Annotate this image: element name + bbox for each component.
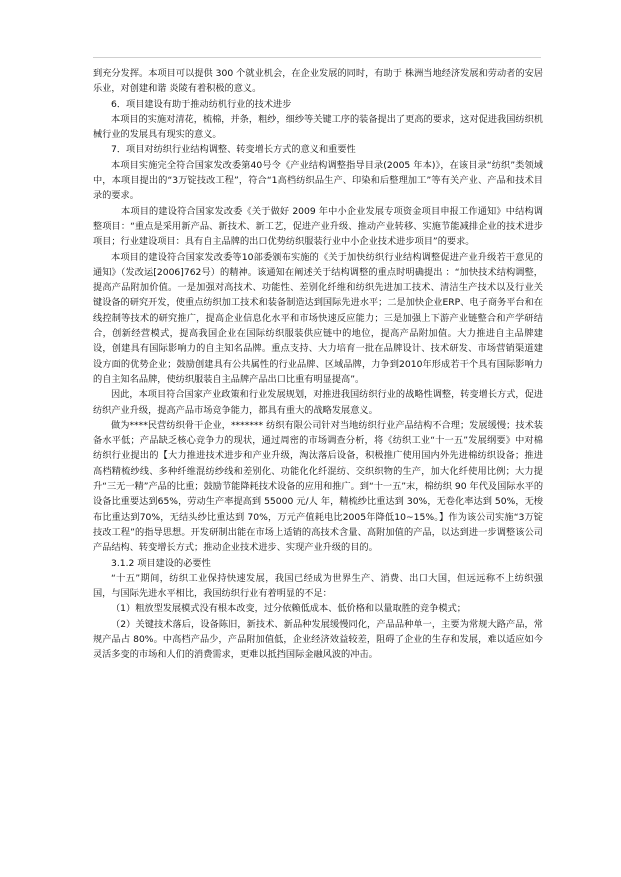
document-body (93, 66, 543, 663)
header-rule (93, 57, 541, 58)
list-item-1: （1）粗放型发展模式没有根本改变，过分依赖低成本、低价格和以量取胜的竞争模式； (111, 603, 466, 615)
paragraph-ten-ministries: 本项目的建设符合国家发改委等10部委颁布实施的《关于加快纺织行业结构调整促进产业升级若干意见的通知》（发改运[2006]762号）的精神。该通知在阐述关于结构调整的重点时明确提出 ：“加快技术结构调整，提高产品附加价值。一是加强对高技术、功能性、差别化纤维和纺织先进加工技术、清洁生产技术以及行业关键设备的研究开发，使重点纺织加工技术和装备制造达到国际先进水平；二是加快企业ERP、电子商务平台和在线控制等技术的研究推广，提高企业信息化水平和市场快速反应能力；三是加强上下游产业链整合和产学研结合，创新经营模式，提高我国企业在国际纺织服装供应链中的地位，提高产品附加值。大力推进自主品牌建设，创建具有国际影响力的自主知名品牌。重点支持、大力培育一批在品牌设计、技术研发、市场营销渠道建设方面的优势企业；鼓励创建具有公共属性的行业品牌、区域品牌，力争到2010年形成若干个具有国际影响力的自主知名品牌，使纺织服装自主品牌产品出口比重有明显提高”。 (93, 251, 543, 385)
paragraph-tenth-five-year: “十五”期间，纺织工业保持快速发展，我国已经成为世界生产、消费、出口大国，但远远称不上纺织强国，与国际先进水平相比，我国纺织行业有着明显的不足： (93, 572, 543, 600)
heading-structure-adjustment: 7．项目对纺织行业结构调整、转变增长方式的意义和重要性 (111, 144, 356, 156)
paragraph-sme-fund: 本项目的建设符合国家发改委《关于做好 2009 年中小企业发展专项资金项目申报工作通知》中结构调整项目：“重点是采用新产品、新技术、新工艺，促进产业升级、推动产业转移、实施节能减排企业的技术进步项目；行业建设项目：具有自主品牌的出口优势纺织服装行业中小企业技术进步项目”的要求。 (93, 205, 543, 248)
paragraph-company-plan: 做为****民营纺织骨干企业，******* 纺织有限公司针对当地纺织行业产品结构不合理；发展缓慢；技术装备水平低；产品缺乏核心竞争力的现状，通过周密的市场调查分析，将《纺织工业“十一五”发展纲要》中对棉纺织行业提出的【大力推进技术进步和产业升级，淘汰落后设备，积极推广使用国内外先进棉纺织设备；推进高档精梳纱线、多种纤维混纺纱线和差别化、功能化化纤混纺、交织织物的生产，加大化纤使用比例；大力提升“三无一精”产品的比重；鼓励节能降耗技术设备的应用和推广。到“十一五”末，棉纺织 90 年代及国际水平的设备比重要达到65%，劳动生产率提高到 55000 元/人 年，精梳纱比重达到 30%，无卷化率达到 50%，无梭布比重达到70%，无结头纱比重达到 70%，万元产值耗电比2005年降低10~15%。】作为该公司实施“3万锭技改工程”的指导思想。开发研制出能在市场上适销的高技术含量、高附加值的产品，以达到进一步调整该公司产品结构、转变增长方式；推动企业技术进步、实现产业升级的目的。 (93, 419, 544, 554)
list-item-2: （2）关键技术落后，设备陈旧，新技术、新品种发展缓慢同化，产品品种单一，主要为常规大路产品，常规产品占 80%。中高档产品少，产品附加值低，企业经济效益较差，阻碍了企业的生存和发展，难以适应如今灵活多变的市场和人们的消费需求，更难以抵挡国际金融风波的冲击。 (93, 618, 543, 661)
paragraph-therefore: 因此，本项目符合国家产业政策和行业发展规划，对推进我国纺织行业的战略性调整，转变增长方式，促进纺织产业升级，提高产品市场竞争能力，都具有重大的战略发展意义。 (93, 389, 543, 416)
heading-textile-machinery: 6．项目建设有助于推动纺机行业的技术进步 (111, 98, 292, 110)
paragraph-order-40: 本项目实施完全符合国家发改委第40号令《产业结构调整指导目录(2005 年本)》，在该目录“纺织”类领域中，本项目提出的“3万锭技改工程”，符合“1高档纺织品生产、印染和后整理加工”等有关产业、产品和技术目录的要求。 (93, 159, 543, 202)
section-heading-necessity: 3.1.2 项目建设的必要性 (111, 557, 211, 569)
paragraph-textile-machinery: 本项目的实施对清花，梳棉，并条，粗纱，细纱等关键工序的装备提出了更高的要求，这对促进我国纺织机械行业的发展具有现实的意义。 (93, 113, 543, 141)
paragraph-employment: 到充分发挥。本项目可以提供 300 个就业机会，在企业发展的同时，有助于 株洲当地经济发展和劳动者的安居乐业，对创建和谐 炎陵有着积极的意义。 (93, 68, 543, 95)
